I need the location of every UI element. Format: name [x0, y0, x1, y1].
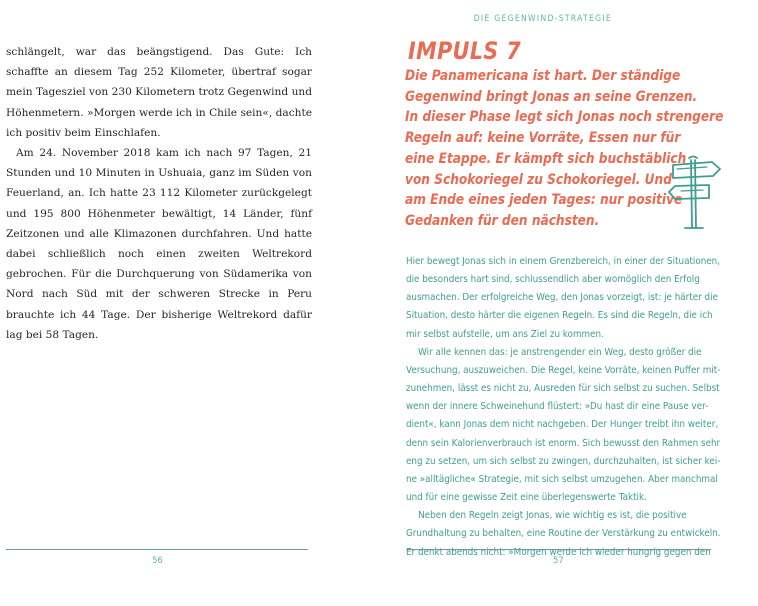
impuls-callout — [405, 66, 724, 232]
left-paragraph-1: schlängelt, war das beängstigend. Das Gute: Ich schaffte an diesem Tag 252 Kilometer, übertraf sogar mein Tagesziel von 230 Kilometern trotz Gegenwind und Höhenmetern. »Morgen werde ich in Chile sein«, dachte ich positiv beim Einschlafen. — [6, 46, 312, 139]
impuls-title: IMPULS 7 — [408, 37, 522, 65]
page-number-left: 56 — [152, 556, 163, 566]
footer-rule-left — [6, 549, 308, 550]
signpost-icon — [667, 150, 727, 235]
left-body-text — [6, 42, 312, 345]
body-line: zunehmen, lässt es nicht zu, Ausreden für sich selbst zu suchen. Selbst — [406, 383, 720, 395]
body-line: dient«, kann Jonas dem nicht nachgeben. Der Hunger treibt ihn weiter, — [406, 419, 719, 431]
impuls-line: eine Etappe. Er kämpft sich buchstäblich — [405, 150, 687, 167]
body-line: wenn der innere Schweinehund flüstert: »Du hast dir eine Pause ver- — [406, 401, 709, 413]
page-number-right: 57 — [553, 556, 564, 566]
footer-rule-right — [406, 549, 711, 550]
body-line: Versuchung, auszuweichen. Die Regel, keine Vorräte, keinen Puffer mit- — [406, 364, 721, 376]
body-line: denn sein Kalorienverbrauch ist enorm. Sich bewusst den Rahmen sehr — [406, 437, 721, 449]
body-line: Er denkt abends nicht: »Morgen werde ich wieder hungrig gegen den — [406, 546, 711, 558]
impuls-line: Regeln auf: keine Vorräte, Essen nur für — [405, 130, 681, 147]
body-line: und für eine gewisse Zeit eine überlegenswerte Taktik. — [406, 492, 647, 504]
impuls-line: In dieser Phase legt sich Jonas noch strengere — [405, 109, 724, 126]
running-head: DIE GEGENWIND-STRATEGIE — [473, 14, 612, 24]
impuls-line: am Ende eines jeden Tages: nur positive — [405, 192, 683, 209]
left-paragraph-2: Am 24. November 2018 kam ich nach 97 Tagen, 21 Stunden und 10 Minuten in Ushuaia, ganz im Süden von Feuerland, an. Ich hatte 23 112 Kilometer zurückgelegt und 195 800 Höhenmeter bewältigt, 14 Länder, fünf Zeitzonen und alle Klimazonen durchfahren. Und hatte dabei schließlich noch einen zweiten Weltrekord gebrochen. Für die Durchquerung von Südamerika von Nord nach Süd mit der schweren Strecke in Peru brauchte ich 44 Tage. Der bisherige Weltrekord dafür lag bei 58 Tagen. — [6, 147, 312, 341]
body-line: mir selbst aufstelle, um ans Ziel zu kommen. — [406, 328, 604, 340]
impuls-line: Die Panamericana ist hart. Der ständige — [405, 68, 681, 84]
body-line: ne »alltägliche« Strategie, mit sich selbst umzugehen. Aber manchmal — [406, 473, 718, 485]
right-body-text — [406, 253, 721, 562]
body-line: Wir alle kennen das: je anstrengender ein Weg, desto größer die — [418, 346, 702, 358]
impuls-line: Gegenwind bringt Jonas an seine Grenzen. — [405, 88, 698, 105]
body-line: Hier bewegt Jonas sich in einem Grenzbereich, in einer der Situationen, — [406, 256, 721, 267]
body-line: die besonders hart sind, schlussendlich aber womöglich den Erfolg — [406, 274, 700, 286]
body-line: Grundhaltung zu behalten, eine Routine der Verstärkung zu entwickeln. — [406, 528, 721, 540]
body-line: Situation, desto härter die eigenen Regeln. Es sind die Regeln, die ich — [406, 310, 713, 322]
body-line: ausmachen. Der erfolgreiche Weg, den Jonas vorzeigt, ist: je härter die — [406, 292, 718, 304]
body-line: eng zu setzen, um sich selbst zu zwingen, durchzuhalten, ist sicher kei- — [406, 455, 721, 467]
impuls-line: Gedanken für den nächsten. — [405, 212, 600, 229]
impuls-line: von Schokoriegel zu Schokoriegel. Und — [405, 171, 672, 188]
body-line: Neben den Regeln zeigt Jonas, wie wichtig es ist, die positive — [418, 510, 687, 522]
